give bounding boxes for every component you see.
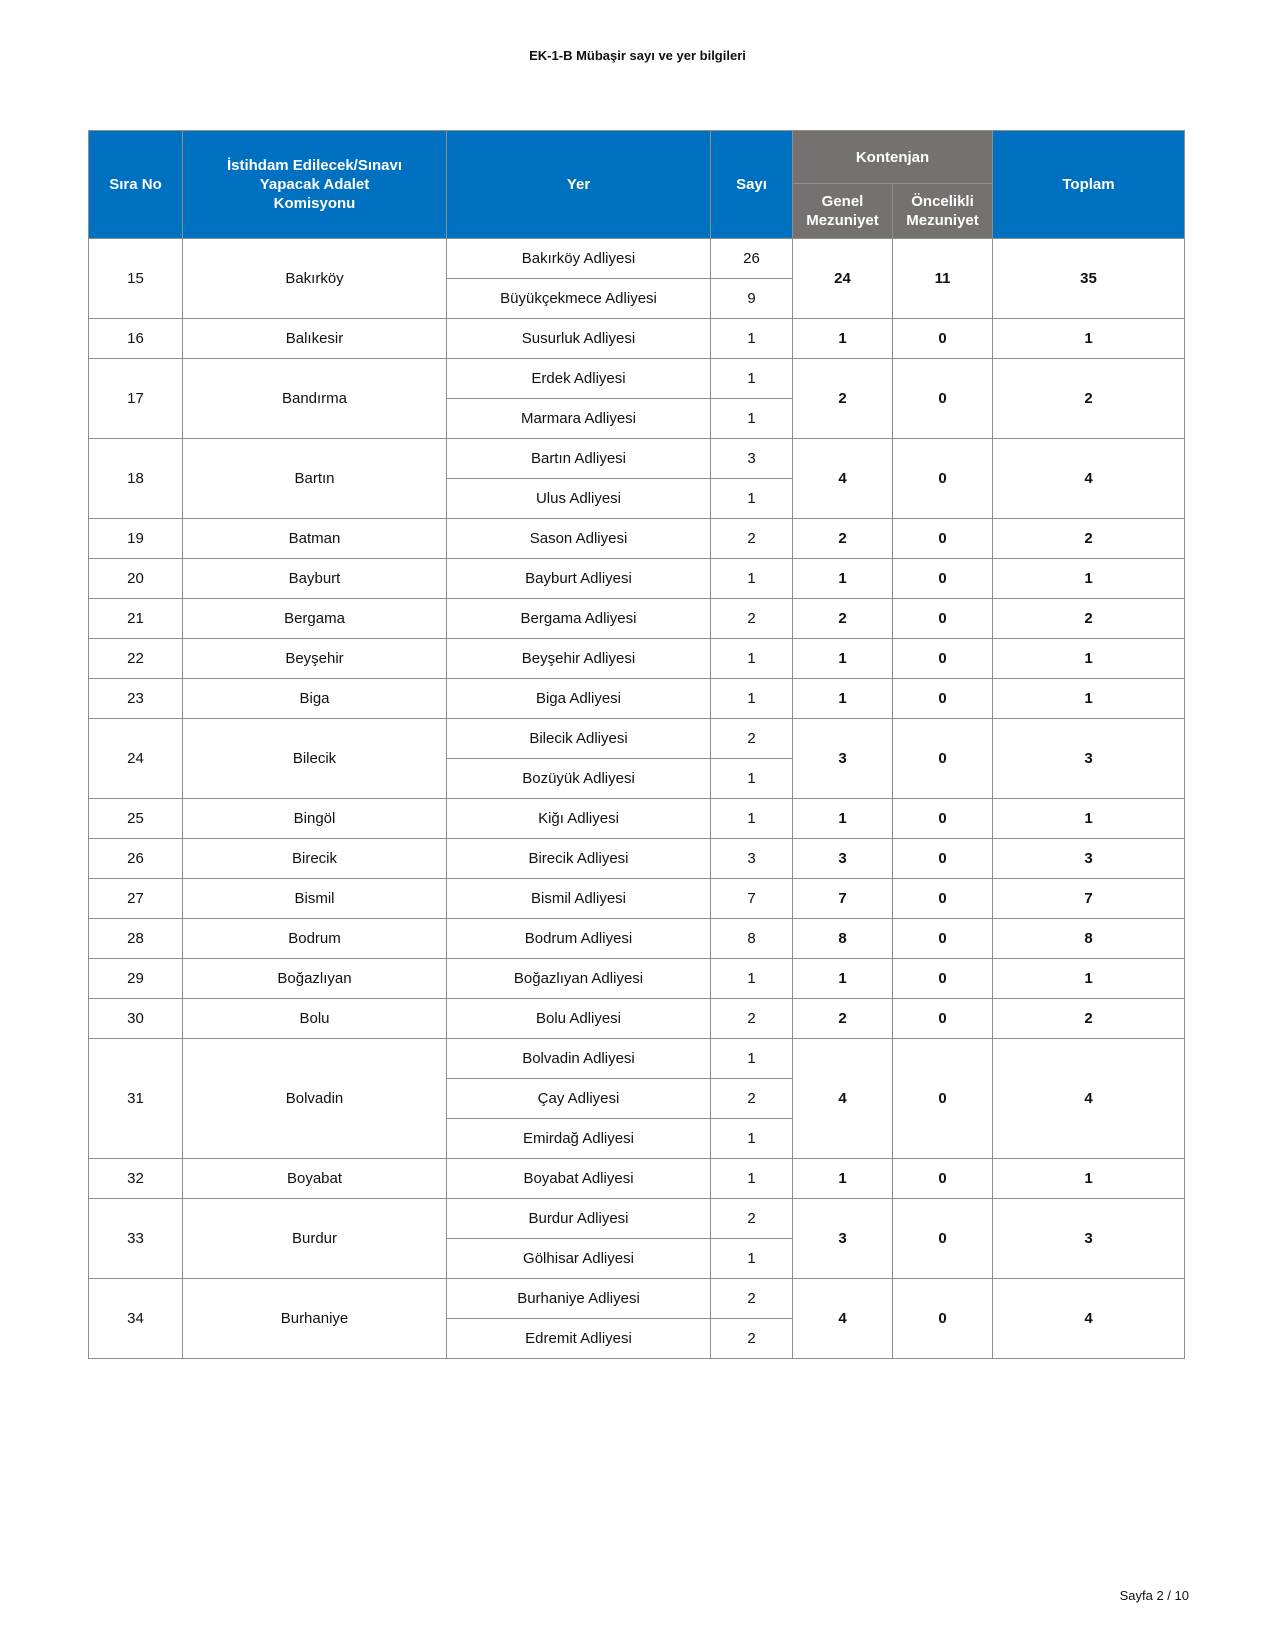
oncelikli-mezuniyet-cell: 0 <box>893 879 993 919</box>
page-number: Sayfa 2 / 10 <box>1119 1588 1189 1603</box>
sayi-cell: 8 <box>711 919 793 959</box>
table-row <box>89 719 1185 759</box>
yer-cell: Erdek Adliyesi <box>447 359 711 399</box>
table-row <box>89 1279 1185 1319</box>
sira-no-cell: 17 <box>89 359 183 439</box>
genel-mezuniyet-cell: 1 <box>793 639 893 679</box>
yer-cell: Bayburt Adliyesi <box>447 559 711 599</box>
toplam-cell: 3 <box>993 1199 1185 1279</box>
table-row <box>89 239 1185 279</box>
header-sayi: Sayı <box>711 131 793 239</box>
oncelikli-mezuniyet-cell: 0 <box>893 719 993 799</box>
oncelikli-mezuniyet-cell: 0 <box>893 679 993 719</box>
header-genel-mezuniyet: Genel Mezuniyet <box>793 184 893 239</box>
genel-mezuniyet-cell: 1 <box>793 679 893 719</box>
sayi-cell: 2 <box>711 519 793 559</box>
komisyon-cell: Bolvadin <box>183 1039 447 1159</box>
genel-mezuniyet-cell: 4 <box>793 439 893 519</box>
komisyon-cell: Bergama <box>183 599 447 639</box>
genel-mezuniyet-cell: 1 <box>793 319 893 359</box>
yer-cell: Biga Adliyesi <box>447 679 711 719</box>
genel-mezuniyet-cell: 3 <box>793 1199 893 1279</box>
toplam-cell: 1 <box>993 559 1185 599</box>
toplam-cell: 4 <box>993 439 1185 519</box>
yer-cell: Bakırköy Adliyesi <box>447 239 711 279</box>
yer-cell: Büyükçekmece Adliyesi <box>447 279 711 319</box>
oncelikli-mezuniyet-cell: 0 <box>893 799 993 839</box>
yer-cell: Emirdağ Adliyesi <box>447 1119 711 1159</box>
table-row <box>89 1199 1185 1239</box>
toplam-cell: 3 <box>993 839 1185 879</box>
genel-mezuniyet-cell: 2 <box>793 999 893 1039</box>
table-row <box>89 319 1185 359</box>
sira-no-cell: 26 <box>89 839 183 879</box>
genel-mezuniyet-cell: 3 <box>793 839 893 879</box>
sayi-cell: 1 <box>711 1159 793 1199</box>
sira-no-cell: 27 <box>89 879 183 919</box>
genel-mezuniyet-cell: 1 <box>793 1159 893 1199</box>
toplam-cell: 1 <box>993 319 1185 359</box>
oncelikli-mezuniyet-cell: 0 <box>893 919 993 959</box>
table-row <box>89 879 1185 919</box>
sayi-cell: 2 <box>711 719 793 759</box>
table-row <box>89 799 1185 839</box>
sira-no-cell: 23 <box>89 679 183 719</box>
toplam-cell: 2 <box>993 599 1185 639</box>
sayi-cell: 1 <box>711 759 793 799</box>
toplam-cell: 4 <box>993 1279 1185 1359</box>
mubasir-table <box>88 130 1185 1359</box>
genel-mezuniyet-cell: 7 <box>793 879 893 919</box>
oncelikli-mezuniyet-cell: 0 <box>893 999 993 1039</box>
yer-cell: Kiğı Adliyesi <box>447 799 711 839</box>
yer-cell: Boyabat Adliyesi <box>447 1159 711 1199</box>
table-row <box>89 679 1185 719</box>
header-toplam: Toplam <box>993 131 1185 239</box>
oncelikli-mezuniyet-cell: 0 <box>893 319 993 359</box>
genel-mezuniyet-cell: 8 <box>793 919 893 959</box>
sayi-cell: 26 <box>711 239 793 279</box>
komisyon-cell: Bingöl <box>183 799 447 839</box>
yer-cell: Burdur Adliyesi <box>447 1199 711 1239</box>
komisyon-cell: Burhaniye <box>183 1279 447 1359</box>
oncelikli-mezuniyet-cell: 0 <box>893 559 993 599</box>
komisyon-cell: Beyşehir <box>183 639 447 679</box>
toplam-cell: 2 <box>993 999 1185 1039</box>
sayi-cell: 3 <box>711 439 793 479</box>
sayi-cell: 1 <box>711 1119 793 1159</box>
sayi-cell: 9 <box>711 279 793 319</box>
yer-cell: Marmara Adliyesi <box>447 399 711 439</box>
yer-cell: Edremit Adliyesi <box>447 1319 711 1359</box>
sayi-cell: 1 <box>711 559 793 599</box>
genel-mezuniyet-cell: 24 <box>793 239 893 319</box>
toplam-cell: 35 <box>993 239 1185 319</box>
oncelikli-mezuniyet-cell: 0 <box>893 1159 993 1199</box>
yer-cell: Gölhisar Adliyesi <box>447 1239 711 1279</box>
genel-mezuniyet-cell: 3 <box>793 719 893 799</box>
genel-mezuniyet-cell: 2 <box>793 359 893 439</box>
sayi-cell: 1 <box>711 639 793 679</box>
sira-no-cell: 33 <box>89 1199 183 1279</box>
komisyon-cell: Bakırköy <box>183 239 447 319</box>
oncelikli-mezuniyet-cell: 0 <box>893 1279 993 1359</box>
toplam-cell: 2 <box>993 359 1185 439</box>
yer-cell: Sason Adliyesi <box>447 519 711 559</box>
toplam-cell: 8 <box>993 919 1185 959</box>
komisyon-cell: Bandırma <box>183 359 447 439</box>
sayi-cell: 1 <box>711 679 793 719</box>
yer-cell: Boğazlıyan Adliyesi <box>447 959 711 999</box>
oncelikli-mezuniyet-cell: 0 <box>893 839 993 879</box>
table-row <box>89 599 1185 639</box>
table-body <box>89 239 1185 1359</box>
komisyon-cell: Birecik <box>183 839 447 879</box>
yer-cell: Bartın Adliyesi <box>447 439 711 479</box>
oncelikli-mezuniyet-cell: 0 <box>893 959 993 999</box>
header-kontenjan: Kontenjan <box>793 131 993 184</box>
sayi-cell: 1 <box>711 959 793 999</box>
yer-cell: Bolu Adliyesi <box>447 999 711 1039</box>
table-row <box>89 959 1185 999</box>
document-title: EK-1-B Mübaşir sayı ve yer bilgileri <box>529 48 746 63</box>
sayi-cell: 2 <box>711 1199 793 1239</box>
komisyon-cell: Bartın <box>183 439 447 519</box>
table-row <box>89 1159 1185 1199</box>
genel-mezuniyet-cell: 1 <box>793 959 893 999</box>
komisyon-cell: Bodrum <box>183 919 447 959</box>
toplam-cell: 1 <box>993 639 1185 679</box>
komisyon-cell: Bilecik <box>183 719 447 799</box>
oncelikli-mezuniyet-cell: 11 <box>893 239 993 319</box>
komisyon-cell: Bayburt <box>183 559 447 599</box>
sira-no-cell: 29 <box>89 959 183 999</box>
toplam-cell: 1 <box>993 679 1185 719</box>
genel-mezuniyet-cell: 4 <box>793 1039 893 1159</box>
sayi-cell: 1 <box>711 399 793 439</box>
table-row <box>89 999 1185 1039</box>
genel-mezuniyet-cell: 2 <box>793 599 893 639</box>
yer-cell: Burhaniye Adliyesi <box>447 1279 711 1319</box>
sira-no-cell: 28 <box>89 919 183 959</box>
oncelikli-mezuniyet-cell: 0 <box>893 599 993 639</box>
sayi-cell: 2 <box>711 999 793 1039</box>
komisyon-cell: Burdur <box>183 1199 447 1279</box>
komisyon-cell: Boğazlıyan <box>183 959 447 999</box>
toplam-cell: 7 <box>993 879 1185 919</box>
table-row <box>89 839 1185 879</box>
yer-cell: Bolvadin Adliyesi <box>447 1039 711 1079</box>
sira-no-cell: 32 <box>89 1159 183 1199</box>
genel-mezuniyet-cell: 1 <box>793 559 893 599</box>
toplam-cell: 3 <box>993 719 1185 799</box>
yer-cell: Birecik Adliyesi <box>447 839 711 879</box>
table-row <box>89 919 1185 959</box>
yer-cell: Susurluk Adliyesi <box>447 319 711 359</box>
genel-mezuniyet-cell: 4 <box>793 1279 893 1359</box>
oncelikli-mezuniyet-cell: 0 <box>893 1039 993 1159</box>
oncelikli-mezuniyet-cell: 0 <box>893 359 993 439</box>
sira-no-cell: 20 <box>89 559 183 599</box>
yer-cell: Bismil Adliyesi <box>447 879 711 919</box>
toplam-cell: 4 <box>993 1039 1185 1159</box>
komisyon-cell: Bolu <box>183 999 447 1039</box>
sayi-cell: 2 <box>711 599 793 639</box>
sayi-cell: 1 <box>711 319 793 359</box>
sira-no-cell: 18 <box>89 439 183 519</box>
table-row <box>89 639 1185 679</box>
sayi-cell: 1 <box>711 359 793 399</box>
sayi-cell: 2 <box>711 1079 793 1119</box>
oncelikli-mezuniyet-cell: 0 <box>893 439 993 519</box>
sayi-cell: 1 <box>711 1039 793 1079</box>
sira-no-cell: 30 <box>89 999 183 1039</box>
yer-cell: Bergama Adliyesi <box>447 599 711 639</box>
table-row <box>89 519 1185 559</box>
sira-no-cell: 24 <box>89 719 183 799</box>
sira-no-cell: 22 <box>89 639 183 679</box>
toplam-cell: 1 <box>993 959 1185 999</box>
table-row <box>89 1039 1185 1079</box>
genel-mezuniyet-cell: 2 <box>793 519 893 559</box>
sayi-cell: 1 <box>711 1239 793 1279</box>
toplam-cell: 1 <box>993 1159 1185 1199</box>
oncelikli-mezuniyet-cell: 0 <box>893 1199 993 1279</box>
toplam-cell: 1 <box>993 799 1185 839</box>
komisyon-cell: Balıkesir <box>183 319 447 359</box>
table-row <box>89 439 1185 479</box>
sayi-cell: 1 <box>711 799 793 839</box>
sayi-cell: 1 <box>711 479 793 519</box>
genel-mezuniyet-cell: 1 <box>793 799 893 839</box>
header-komisyon: İstihdam Edilecek/Sınavı Yapacak Adalet Komisyonu <box>183 131 447 239</box>
sayi-cell: 2 <box>711 1319 793 1359</box>
komisyon-cell: Biga <box>183 679 447 719</box>
sayi-cell: 7 <box>711 879 793 919</box>
toplam-cell: 2 <box>993 519 1185 559</box>
sira-no-cell: 21 <box>89 599 183 639</box>
sayi-cell: 2 <box>711 1279 793 1319</box>
header-yer: Yer <box>447 131 711 239</box>
table-row <box>89 359 1185 399</box>
header-oncelikli-mezuniyet: Öncelikli Mezuniyet <box>893 184 993 239</box>
yer-cell: Bilecik Adliyesi <box>447 719 711 759</box>
komisyon-cell: Batman <box>183 519 447 559</box>
yer-cell: Beyşehir Adliyesi <box>447 639 711 679</box>
yer-cell: Ulus Adliyesi <box>447 479 711 519</box>
sira-no-cell: 16 <box>89 319 183 359</box>
sira-no-cell: 25 <box>89 799 183 839</box>
sayi-cell: 3 <box>711 839 793 879</box>
yer-cell: Çay Adliyesi <box>447 1079 711 1119</box>
oncelikli-mezuniyet-cell: 0 <box>893 639 993 679</box>
oncelikli-mezuniyet-cell: 0 <box>893 519 993 559</box>
yer-cell: Bodrum Adliyesi <box>447 919 711 959</box>
sira-no-cell: 34 <box>89 1279 183 1359</box>
header-sira-no: Sıra No <box>89 131 183 239</box>
sira-no-cell: 31 <box>89 1039 183 1159</box>
sira-no-cell: 15 <box>89 239 183 319</box>
sira-no-cell: 19 <box>89 519 183 559</box>
komisyon-cell: Boyabat <box>183 1159 447 1199</box>
komisyon-cell: Bismil <box>183 879 447 919</box>
yer-cell: Bozüyük Adliyesi <box>447 759 711 799</box>
table-row <box>89 559 1185 599</box>
